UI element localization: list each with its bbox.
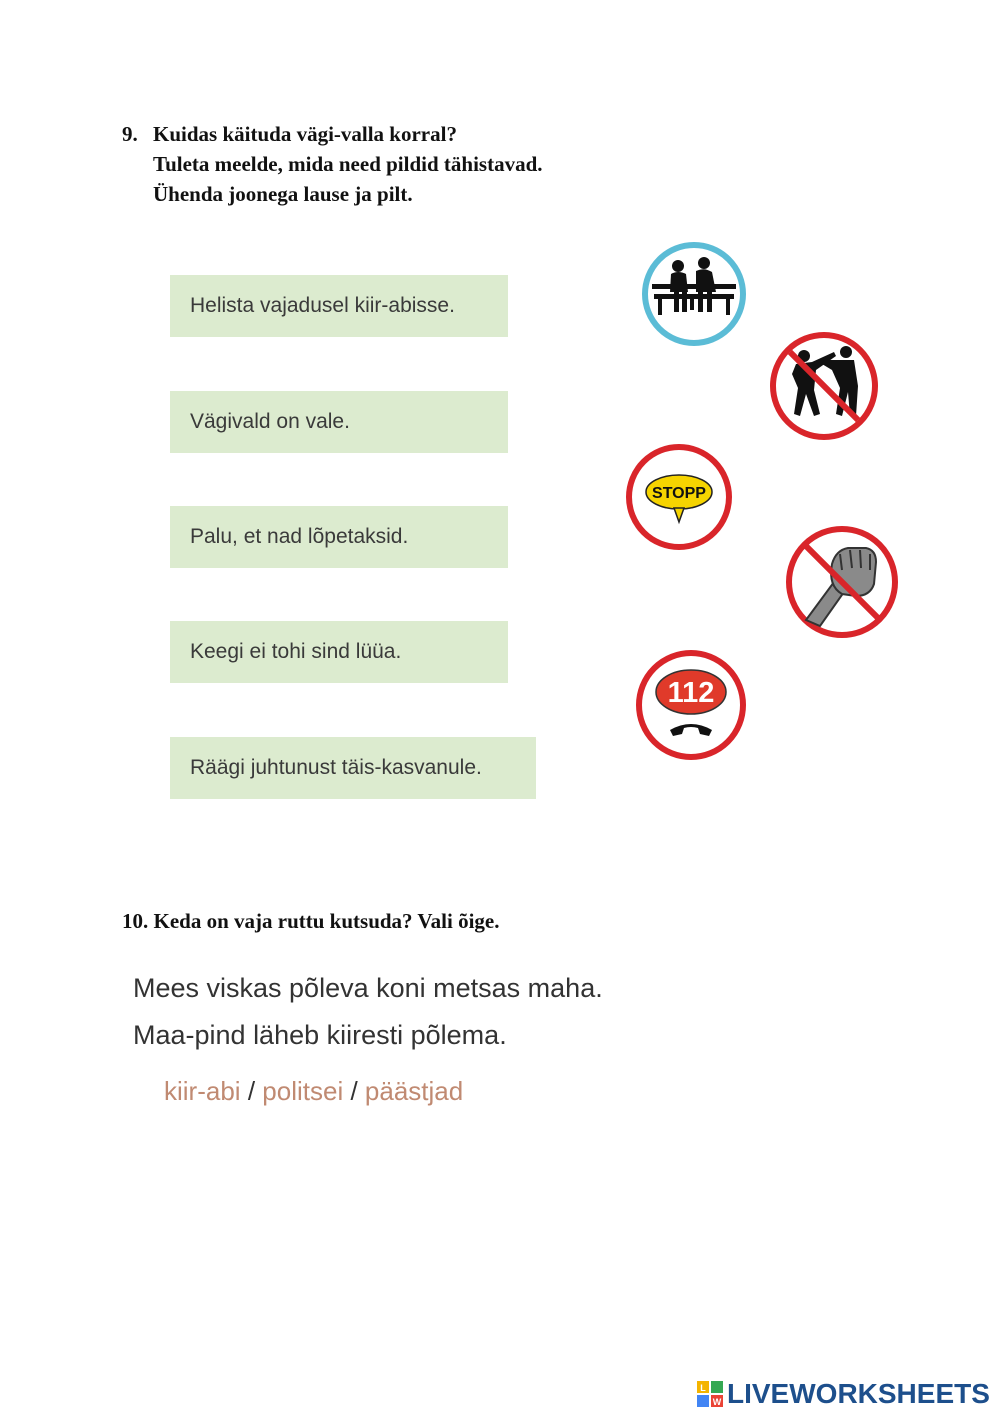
q9-number: 9.	[122, 122, 138, 146]
q9-heading-line-2: Tuleta meelde, mida need pildid tähistavad.	[153, 152, 543, 176]
option-separator: /	[350, 1076, 358, 1106]
q10-heading: 10. Keda on vaja ruttu kutsuda? Vali õige.	[122, 909, 500, 933]
emergency-112-icon[interactable]	[634, 648, 748, 762]
option-politsei[interactable]: politsei	[262, 1076, 344, 1106]
sentence-box-2[interactable]: Vägivald on vale.	[170, 391, 508, 453]
q10-options	[164, 1076, 463, 1107]
liveworksheets-name: LIVEWORKSHEETS	[727, 1378, 990, 1409]
sentence-box-3[interactable]: Palu, et nad lõpetaksid.	[170, 506, 508, 568]
liveworksheets-brand	[697, 1378, 990, 1410]
option-paastjad[interactable]: päästjad	[364, 1076, 464, 1106]
q10-text-line-2: Maa-pind läheb kiiresti põlema.	[133, 1020, 507, 1050]
stopp-label: STOPP	[652, 485, 706, 502]
q9-heading	[122, 119, 543, 209]
svg-text:W: W	[712, 1397, 722, 1407]
q9-heading-line-1: Kuidas käituda vägi-valla korral?	[153, 122, 457, 146]
people-on-bench-icon[interactable]	[640, 240, 748, 348]
sentence-box-5[interactable]: Räägi juhtunust täis-kasvanule.	[170, 737, 536, 799]
sentence-box-4[interactable]: Keegi ei tohi sind lüüa.	[170, 621, 508, 683]
no-fighting-icon[interactable]	[768, 330, 880, 442]
q9-heading-line-3: Ühenda joonega lause ja pilt.	[153, 182, 413, 206]
option-kiir-abi[interactable]: kiir-abi	[164, 1076, 241, 1106]
liveworksheets-logo-icon	[697, 1381, 723, 1407]
stopp-sign-icon[interactable]	[624, 442, 734, 552]
q10-text-line-1: Mees viskas põleva koni metsas maha.	[133, 973, 603, 1003]
svg-text:L: L	[700, 1383, 706, 1393]
no-fist-icon[interactable]	[784, 524, 900, 640]
sentence-box-1[interactable]: Helista vajadusel kiir-abisse.	[170, 275, 508, 337]
option-separator: /	[247, 1076, 256, 1106]
emergency-112-label: 112	[667, 677, 715, 709]
